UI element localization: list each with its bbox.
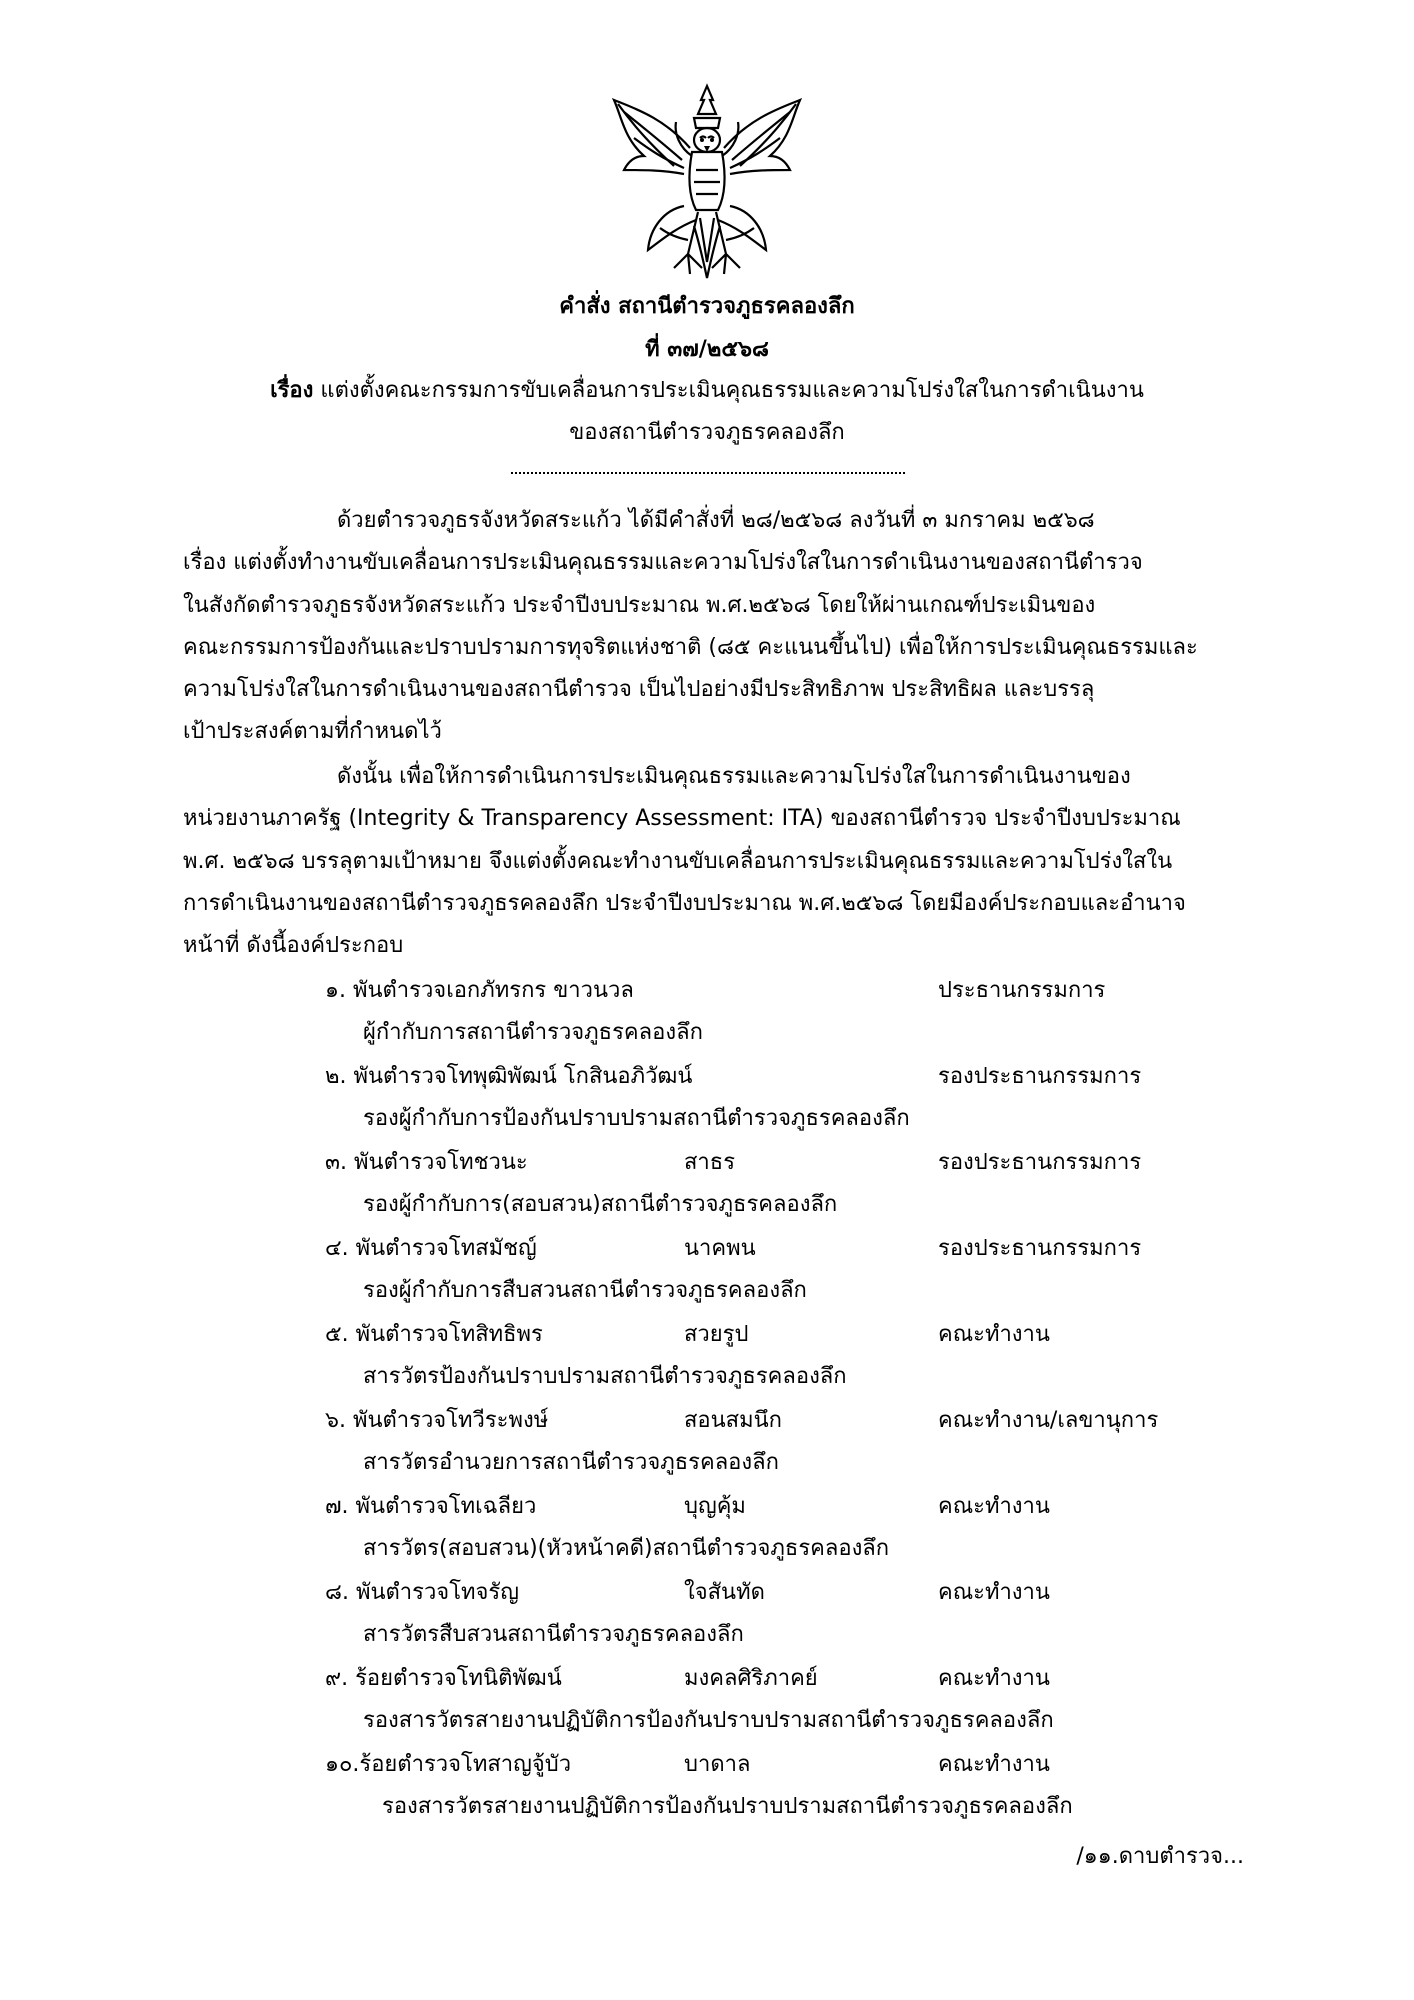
member-name: ๖. พันตำรวจโทวีระพงษ์ <box>325 1408 549 1433</box>
list-item <box>0 971 1414 1057</box>
member-position: ผู้กำกับการสถานีตำรวจภูธรคลองลึก <box>363 1020 703 1045</box>
member-name: ๔. พันตำรวจโทสมัชญ์ <box>325 1236 537 1261</box>
member-surname: บาดาล <box>684 1752 751 1777</box>
list-item <box>0 1057 1414 1143</box>
member-surname: นาคพน <box>684 1236 756 1261</box>
paragraph-line: การดำเนินงานของสถานีตำรวจภูธรคลองลึก ประจำปีงบประมาณ พ.ศ.๒๕๖๘ โดยมีองค์ประกอบและอำนาจ <box>183 890 1186 916</box>
member-role: คณะทำงาน <box>938 1580 1050 1605</box>
member-position: รองสารวัตรสายงานปฏิบัติการป้องกันปราบปรามสถานีตำรวจภูธรคลองลึก <box>363 1708 1054 1733</box>
member-name: ๑. พันตำรวจเอกภัทรกร ขาวนวล <box>325 978 634 1003</box>
subject-label: เรื่อง <box>270 378 314 403</box>
list-item <box>0 1143 1414 1229</box>
member-name: ๕. พันตำรวจโทสิทธิพร <box>325 1322 543 1347</box>
member-name: ๙. ร้อยตำรวจโทนิติพัฒน์ <box>325 1666 562 1691</box>
paragraph-line: เป้าประสงค์ตามที่กำหนดไว้ <box>183 719 442 745</box>
list-item <box>0 1745 1414 1831</box>
member-surname: สวยรูป <box>684 1322 749 1347</box>
member-list <box>0 971 1414 1831</box>
member-surname: บุญคุ้ม <box>684 1494 746 1519</box>
member-name: ๑๐.ร้อยตำรวจโทสาญจู้บัว <box>325 1752 572 1777</box>
dotted-divider <box>511 472 905 474</box>
member-position: รองผู้กำกับการป้องกันปราบปรามสถานีตำรวจภูธรคลองลึก <box>363 1106 910 1131</box>
paragraph-2 <box>183 756 1251 967</box>
list-item <box>0 1315 1414 1401</box>
member-role: คณะทำงาน <box>938 1494 1050 1519</box>
order-title: คำสั่ง สถานีตำรวจภูธรคลองลึก <box>559 294 855 319</box>
member-role: ประธานกรรมการ <box>938 978 1106 1003</box>
garuda-emblem-icon <box>604 78 810 288</box>
member-name: ๗. พันตำรวจโทเฉลียว <box>325 1494 537 1519</box>
member-role: รองประธานกรรมการ <box>938 1150 1142 1175</box>
member-position: รองผู้กำกับการ(สอบสวน)สถานีตำรวจภูธรคลองลึก <box>363 1192 838 1217</box>
order-subject <box>0 376 1414 406</box>
subject-line-1: แต่งตั้งคณะกรรมการขับเคลื่อนการประเมินคุณธรรมและความโปร่งใสในการดำเนินงาน <box>313 378 1144 403</box>
list-item <box>0 1487 1414 1573</box>
member-role: คณะทำงาน <box>938 1752 1050 1777</box>
member-surname: สอนสมนึก <box>684 1408 782 1433</box>
paragraph-line: พ.ศ. ๒๕๖๘ บรรลุตามเป้าหมาย จึงแต่งตั้งคณะทำงานขับเคลื่อนการประเมินคุณธรรมและความโปร่งใสใน <box>183 848 1173 874</box>
member-surname: สาธร <box>684 1150 736 1175</box>
member-position: รองสารวัตรสายงานปฏิบัติการป้องกันปราบปรามสถานีตำรวจภูธรคลองลึก <box>382 1794 1073 1819</box>
member-role: รองประธานกรรมการ <box>938 1064 1142 1089</box>
paragraph-line: คณะกรรมการป้องกันและปราบปรามการทุจริตแห่งชาติ (๘๕ คะแนนขึ้นไป) เพื่อให้การประเมินคุณธรรมและ <box>183 634 1198 660</box>
paragraph-line: ด้วยตำรวจภูธรจังหวัดสระแก้ว ได้มีคำสั่งที่ ๒๘/๒๕๖๘ ลงวันที่ ๓ มกราคม ๒๕๖๘ <box>337 508 1095 533</box>
paragraph-1 <box>183 500 1251 754</box>
list-item <box>0 1401 1414 1487</box>
member-role: คณะทำงาน <box>938 1666 1050 1691</box>
paragraph-line: ความโปร่งใสในการดำเนินงานของสถานีตำรวจ เป็นไปอย่างมีประสิทธิภาพ ประสิทธิผล และบรรลุ <box>183 677 1095 703</box>
member-position: สารวัตรสืบสวนสถานีตำรวจภูธรคลองลึก <box>363 1622 744 1647</box>
member-position: สารวัตรป้องกันปราบปรามสถานีตำรวจภูธรคลองลึก <box>363 1364 847 1389</box>
list-item <box>0 1659 1414 1745</box>
member-surname: มงคลศิริภาคย์ <box>684 1666 818 1691</box>
subject-line-2: ของสถานีตำรวจภูธรคลองลึก <box>569 420 845 445</box>
member-position: สารวัตร(สอบสวน)(หัวหน้าคดี)สถานีตำรวจภูธรคลองลึก <box>363 1536 890 1561</box>
paragraph-line: ในสังกัดตำรวจภูธรจังหวัดสระแก้ว ประจำปีงบประมาณ พ.ศ.๒๕๖๘ โดยให้ผ่านเกณฑ์ประเมินของ <box>183 592 1096 618</box>
member-role: คณะทำงาน/เลขานุการ <box>938 1408 1159 1433</box>
order-number: ที่ ๓๗/๒๕๖๘ <box>645 337 769 362</box>
member-name: ๒. พันตำรวจโทพุฒิพัฒน์ โกสินอภิวัฒน์ <box>325 1064 693 1089</box>
list-item <box>0 1229 1414 1315</box>
member-position: สารวัตรอำนวยการสถานีตำรวจภูธรคลองลึก <box>363 1450 779 1475</box>
member-name: ๘. พันตำรวจโทจรัญ <box>325 1580 519 1605</box>
continuation-note: /๑๑.ดาบตำรวจ... <box>1076 1844 1244 1869</box>
paragraph-line: หน่วยงานภาครัฐ (Integrity & Transparency Assessment: ITA) ของสถานีตำรวจ ประจำปีงบประมาณ <box>183 806 1181 832</box>
paragraph-line: เรื่อง แต่งตั้งทำงานขับเคลื่อนการประเมินคุณธรรมและความโปร่งใสในการดำเนินงานของสถานีตำรวจ <box>183 550 1143 576</box>
member-role: รองประธานกรรมการ <box>938 1236 1142 1261</box>
member-role: คณะทำงาน <box>938 1322 1050 1347</box>
member-position: รองผู้กำกับการสืบสวนสถานีตำรวจภูธรคลองลึก <box>363 1278 807 1303</box>
member-name: ๓. พันตำรวจโทชวนะ <box>325 1150 528 1175</box>
paragraph-line: หน้าที่ ดังนี้องค์ประกอบ <box>183 933 404 959</box>
member-surname: ใจสันทัด <box>684 1580 765 1605</box>
list-item <box>0 1573 1414 1659</box>
paragraph-line: ดังนั้น เพื่อให้การดำเนินการประเมินคุณธรรมและความโปร่งใสในการดำเนินงานของ <box>337 764 1131 789</box>
